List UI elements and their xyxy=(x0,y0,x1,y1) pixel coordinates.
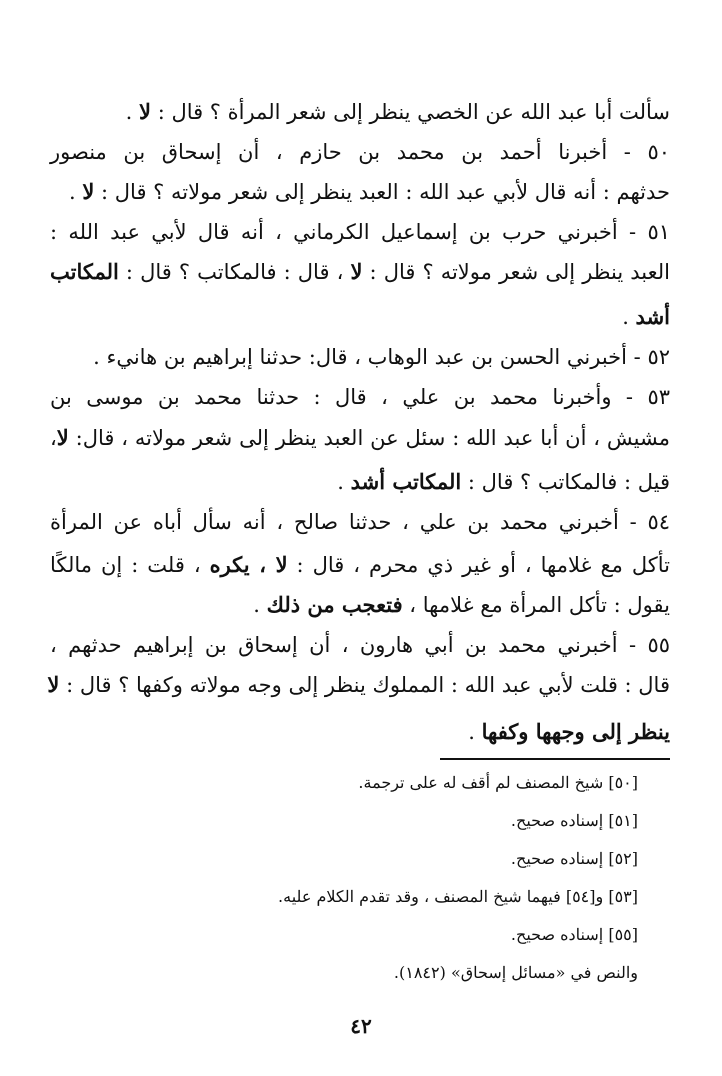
footnote: [٥٢] إسناده صحيح. xyxy=(510,849,638,868)
text-segment: ، قلت : إن مالكًا xyxy=(50,553,210,577)
text-segment: ٥١ - أخبرني حرب بن إسماعيل الكرماني ، أنه قال لأبي عبد الله : xyxy=(50,220,670,244)
text-segment: قال : قلت لأبي عبد الله : المملوك ينظر إلى وجه مولاته وكفها ؟ قال : xyxy=(59,673,670,697)
text-segment: ، xyxy=(50,426,57,450)
text-line xyxy=(50,92,670,132)
footnote: [٥٣] و[٥٤] فيهما شيخ المصنف ، وقد تقدم الكلام عليه. xyxy=(278,887,638,906)
text-segment: . xyxy=(622,305,636,329)
text-line xyxy=(50,502,670,542)
text-segment: ٥٤ - أخبرني محمد بن علي ، حدثنا صالح ، أنه سأل أباه عن المرأة xyxy=(50,510,670,534)
text-segment: ٥٥ - أخبرني محمد بن أبي هارون ، أن إسحاق بن إبراهيم حدثهم ، xyxy=(50,633,670,657)
bold-segment: أشد xyxy=(635,304,670,329)
page-number: ٤٢ xyxy=(350,1014,372,1038)
bold-segment: لا xyxy=(82,179,95,204)
text-line xyxy=(50,545,670,585)
footnote-separator xyxy=(440,758,670,760)
text-line xyxy=(50,585,670,625)
bold-segment: لا xyxy=(350,259,363,284)
footnote: [٥١] إسناده صحيح. xyxy=(510,811,638,830)
text-segment: . xyxy=(69,180,83,204)
text-segment: ٥٣ - وأخبرنا محمد بن علي ، قال : حدثنا محمد بن موسى بن xyxy=(50,385,670,409)
text-segment: ، قال : فالمكاتب ؟ قال : xyxy=(118,260,351,284)
bold-segment: لا xyxy=(56,425,69,450)
text-line xyxy=(50,297,670,337)
text-segment: ٥٢ - أخبرني الحسن بن عبد الوهاب ، قال: حدثنا إبراهيم بن هانيء . xyxy=(93,345,670,369)
text-segment: يقول : تأكل المرأة مع غلامها ، xyxy=(402,593,670,617)
text-line xyxy=(47,665,670,705)
footnote: [٥٥] إسناده صحيح. xyxy=(510,925,638,944)
bold-segment: فتعجب من ذلك xyxy=(266,592,403,617)
footnote: والنص في «مسائل إسحاق» (١٨٤٢). xyxy=(393,963,638,982)
text-segment: . xyxy=(253,593,267,617)
text-segment: حدثهم : أنه قال لأبي عبد الله : العبد ينظر إلى شعر مولاته ؟ قال : xyxy=(94,180,670,204)
bold-segment: لا xyxy=(139,99,152,124)
bold-segment: المكاتب أشد xyxy=(350,469,462,494)
bold-segment: المكاتب xyxy=(50,259,119,284)
footnote: [٥٠] شيخ المصنف لم أقف له على ترجمة. xyxy=(358,773,638,792)
bold-segment: ينظر إلى وجهها وكفها xyxy=(481,719,670,744)
bold-segment: لا xyxy=(47,672,60,697)
text-segment: ٥٠ - أخبرنا أحمد بن محمد بن حازم ، أن إسحاق بن منصور xyxy=(50,140,670,164)
text-line xyxy=(50,712,670,752)
text-segment: العبد ينظر إلى شعر مولاته ؟ قال : xyxy=(362,260,670,284)
text-line xyxy=(50,377,670,417)
text-line xyxy=(50,625,670,665)
text-line xyxy=(50,212,670,252)
text-segment: مشيش ، أن أبا عبد الله : سئل عن العبد ينظر إلى شعر مولاته ، قال: xyxy=(68,426,670,450)
text-segment: سألت أبا عبد الله عن الخصي ينظر إلى شعر المرأة ؟ قال : xyxy=(151,100,670,124)
text-line xyxy=(50,172,670,212)
text-line xyxy=(50,418,670,458)
bold-segment: لا ، يكره xyxy=(209,552,288,577)
text-segment: . xyxy=(125,100,140,124)
text-segment: تأكل مع غلامها ، أو غير ذي محرم ، قال : xyxy=(287,553,670,577)
text-line xyxy=(50,132,670,172)
text-segment: . xyxy=(337,470,351,494)
text-line xyxy=(50,252,670,292)
text-line xyxy=(50,462,670,502)
text-line xyxy=(50,337,670,377)
text-segment: . xyxy=(468,720,482,744)
text-segment: قيل : فالمكاتب ؟ قال : xyxy=(461,470,670,494)
